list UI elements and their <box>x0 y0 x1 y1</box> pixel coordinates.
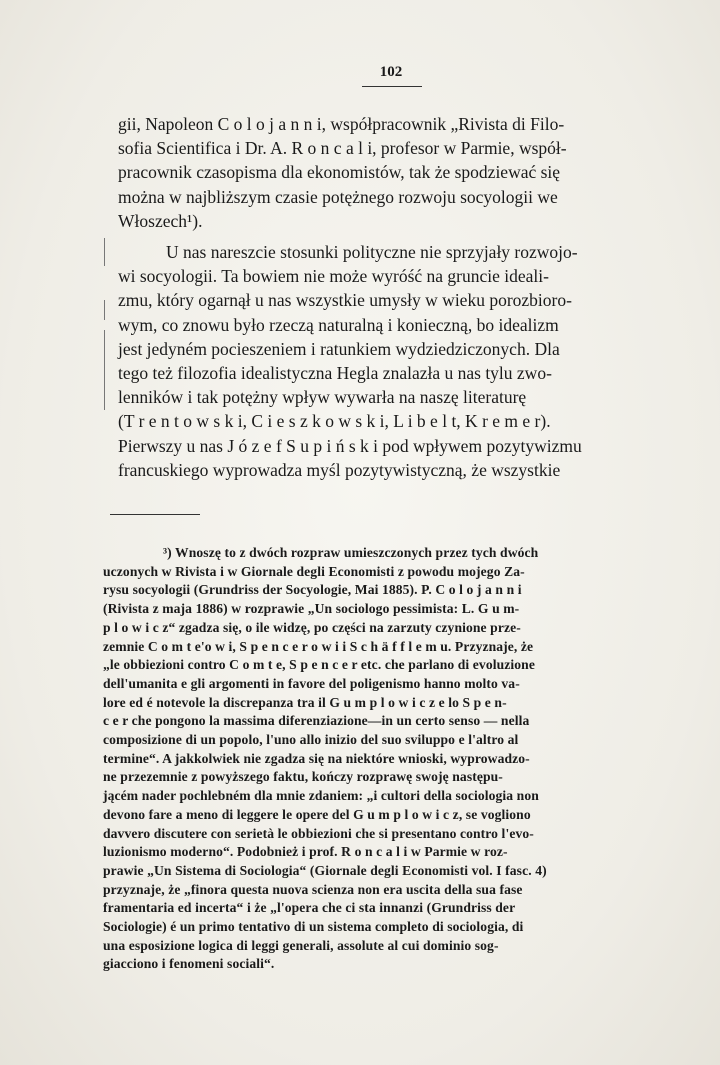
footnote-rule <box>110 514 200 515</box>
page-number-rule <box>362 86 422 87</box>
margin-pencil-mark <box>104 238 105 266</box>
page-number: 102 <box>379 64 403 80</box>
main-text <box>118 112 666 482</box>
margin-pencil-mark <box>104 300 105 320</box>
footnote: ³) Wnoszę to z dwóch rozpraw umieszczonych przez tych dwóch uczonych w Rivista i w Giornale degli Economisti z powodu mojego Za- rysu socyologii (Grundriss der Socyologie, Mai 1885). P. C o l o j a n n i (Rivista z maja 1886) w rozprawie „Un sociologo pessimista: L. G u m- p l o w i c z“ zgadza się, o ile widzę, po części na zarzuty czynione prze- zemnie C o m t e'o w i, S p e n c e r o w i i S c h ä f f l e m u. Przyznaje, że „le obbiezioni contro C o m t e, S p e n c e r etc. che parlano di evoluzione dell'umanita e gli argomenti in favore del poligenismo hanno molto va- lore ed é notevole la discrepanza tra il G u m p l o w i c z e lo S p e n- c e r che pongono la massima diferenziazione—in un certo senso — nella composizione di un popolo, l'uno allo inizio del suo sviluppo e l'altro al termine“. A jakkolwiek nie zgadza się na niektóre wnioski, wyprowadzo- ne przezemnie z powyższego faktu, kończy rozprawę swoję następu- jącém nader pochlebném dla mnie zdaniem: „i cultori della sociologia non devono fare a meno di leggere le opere del G u m p l o w i c z, se vogliono davvero discutere con serietà le obbiezioni che si presentano contro l'evo- luzionismo moderno“. Podobnież i prof. R o n c a l i w Parmie w roz- prawie „Un Sistema di Sociologia“ (Giornale degli Economisti vol. I fasc. 4) przyznaje, że „finora questa nuova scienza non era uscita della sua fase framentaria ed incerta“ i że „l'opera che ci sta innanzi (Grundriss der Sociologie) é un primo tentativo di un sistema completo di sociologia, di una esposizione logica di leggi generali, assolute al cui dominio sog- giacciono i fenomeni sociali“. <box>103 545 547 972</box>
margin-pencil-mark <box>104 330 105 410</box>
paragraph: gii, Napoleon C o l o j a n n i, współpracownik „Rivista di Filo- sofia Scientifica i Dr. A. R o n c a l i, profesor w Parmie, współ- pracownik czasopisma dla ekonomistów, tak że spodziewać się można w najbliższym czasie potężnego rozwoju socyologii we Włoszech¹). <box>118 114 567 231</box>
paragraph: U nas nareszcie stosunki polityczne nie sprzyjały rozwojo- wi socyologii. Ta bowiem nie może wyróść na gruncie ideali- zmu, który ogarnął u nas wszystkie umysły w wieku porozbioro- wym, co znowu było rzeczą naturalną i konieczną, bo idealizm jest jedyném pocieszeniem i ratunkiem wydziedziczonych. Dla tego też filozofia idealistyczna Hegla znalazła u nas tylu zwo- lenników i tak potężny wpływ wywarła na naszę literaturę (T r e n t o w s k i, C i e s z k o w s k i, L i b e l t, K r e m e r). Pierwszy u nas J ó z e f S u p i ń s k i pod wpływem pozytywizmu francuskiego wyprowadza myśl pozytywistyczną, że wszystkie <box>118 242 582 480</box>
